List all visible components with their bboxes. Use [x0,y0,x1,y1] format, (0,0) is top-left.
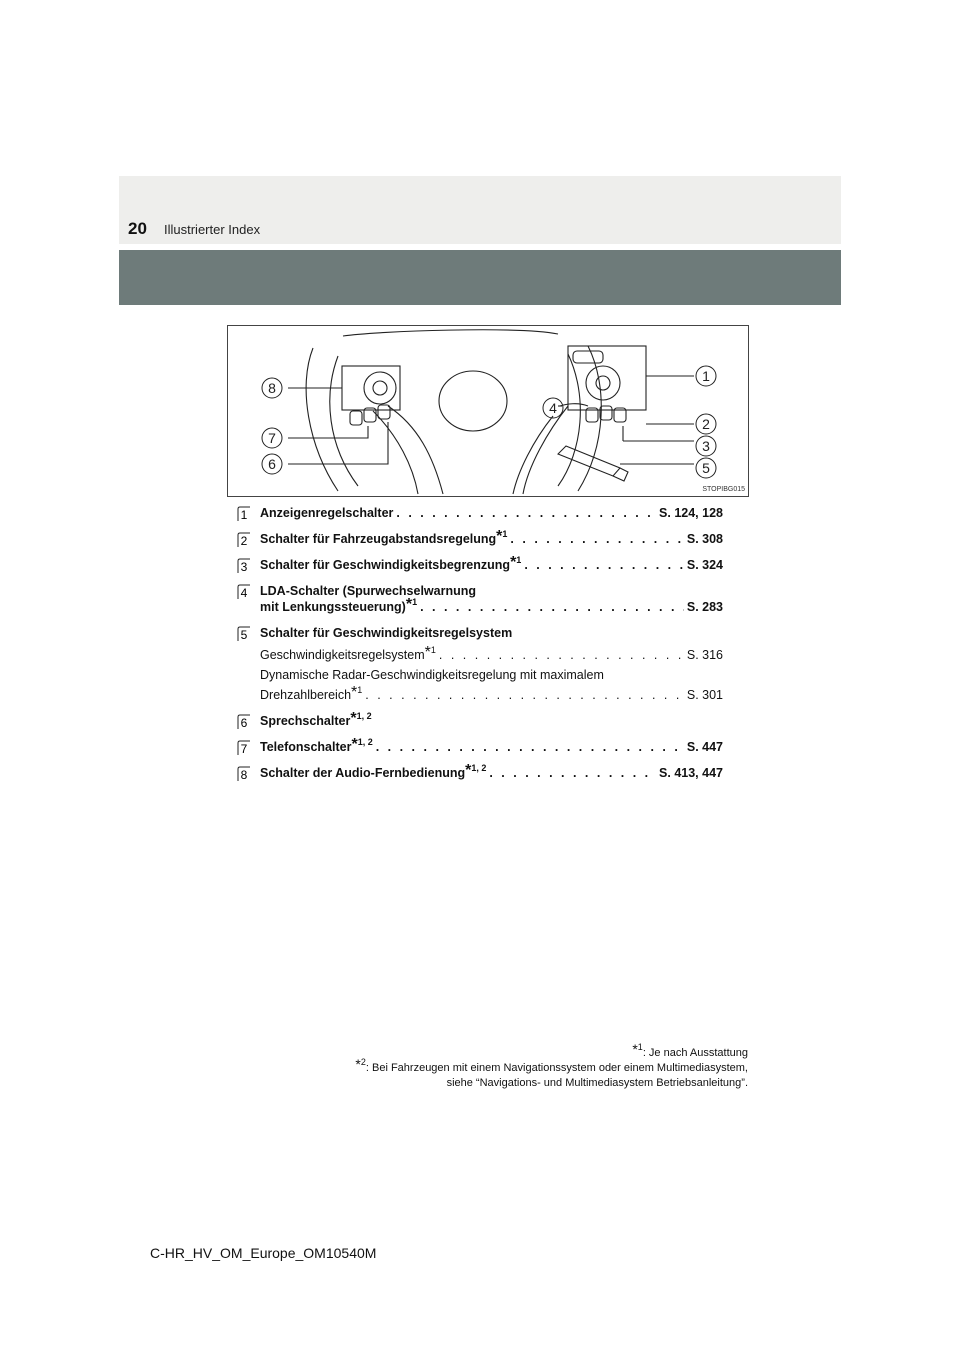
svg-text:3: 3 [240,560,248,574]
entry-label: Schalter für Geschwindigkeitsregelsystem [260,626,513,640]
entry-6: 6 Sprechschalter$^{*1, 2}$ [237,713,723,729]
header-dark-band [119,250,841,305]
page-number: 20 [128,219,147,238]
entry-4: 4 LDA-Schalter (Spurwechselwarnung mit Lenkungssteuerung)$^{*1}$ . . . S. 283 [237,583,723,615]
number-badge [237,740,251,756]
number-badge [237,506,251,522]
document-code: C-HR_HV_OM_Europe_OM10540M [150,1245,377,1261]
entry-5: 5 Schalter für Geschwindigkeitsregelsystem Geschwindigkeitsregelsystem$^{*1}$ . . . S. 316 Dynamische Radar-Geschwindigkeitsregelung mit maximalem Drehzahlbereich$^{*1}$ . . . S. 301 [237,625,723,703]
callout-5: 5 [702,460,710,476]
number-badge [237,584,251,600]
callout-6: 6 [268,456,276,472]
callout-1: 1 [702,368,710,384]
entry-label: Schalter der Audio-Fernbedienung [260,766,466,780]
entry-8: 8 Schalter der Audio-Fernbedienung$^{*1, 2}$ . . . S. 413, 447 [237,765,723,781]
callout-7: 7 [268,430,276,446]
svg-text:5: 5 [240,628,248,642]
sub-entry-label: Geschwindigkeitsregelsystem [260,648,425,662]
sub-entry-page-ref: S. 301 [686,688,723,702]
svg-text:7: 7 [240,742,248,756]
number-badge [237,558,251,574]
entry-2: 2 Schalter für Fahrzeugabstandsregelung$^{*1}$ . . . S. 308 [237,531,723,547]
entry-label: Telefonschalter [260,740,352,754]
callout-3: 3 [702,438,710,454]
number-badge [237,532,251,548]
footnotes [355,1041,748,1091]
callout-8: 8 [268,380,276,396]
svg-text:2: 2 [240,534,248,548]
entry-label: Schalter für Geschwindigkeitsbegrenzung [260,558,511,572]
entry-page-ref: S. 283 [686,600,723,614]
footnote-2: $^{*2}$: Bei Fahrzeugen mit einem Navigationssystem oder einem Multimediasystem, [355,1056,748,1074]
svg-text:8: 8 [240,768,248,782]
entry-label: Schalter für Fahrzeugabstandsregelung [260,532,497,546]
footnote-2-continued: siehe “Navigations- und Multimediasystem Betriebsanleitung”. [446,1077,748,1089]
steering-wheel-illustration [227,325,749,497]
entry-page-ref: S. 308 [686,532,723,546]
sub-entry-label-line1: Dynamische Radar-Geschwindigkeitsregelung mit maximalem [260,668,604,682]
svg-text:6: 6 [240,716,248,730]
entry-label: Sprechschalter [260,714,351,728]
entry-label: mit Lenkungssteuerung) [260,600,406,614]
entry-1 [237,505,723,521]
entry-page-ref: S. 447 [686,740,723,754]
entry-page-ref: S. 413, 447 [659,766,723,780]
entry-page-ref: S. 324 [686,558,723,572]
entry-page-ref: S. 124, 128 [659,506,723,520]
index-entries [237,505,723,781]
svg-text:4: 4 [240,586,248,600]
entry-label-line1: LDA-Schalter (Spurwechselwarnung [260,584,477,598]
number-badge [237,626,251,642]
number-badge [237,714,251,730]
footnote-1: $^{*1}$: Je nach Ausstattung [632,1041,748,1059]
section-title: Illustrierter Index [164,222,261,237]
sub-entry-label: Drehzahlbereich [260,688,352,702]
callout-2: 2 [702,416,710,432]
figure-code: STOPIBG015 [702,486,745,493]
number-badge [237,766,251,782]
entry-label: Anzeigenregelschalter [260,506,394,520]
sub-entry-page-ref: S. 316 [686,648,723,662]
callout-4: 4 [549,400,557,416]
svg-text:1: 1 [240,508,248,522]
entry-7: 7 Telefonschalter$^{*1, 2}$ . . . S. 447 [237,739,723,755]
steering-wheel-drawing [228,326,748,496]
entry-3: 3 Schalter für Geschwindigkeitsbegrenzung$^{*1}$ . . . S. 324 [237,557,723,573]
